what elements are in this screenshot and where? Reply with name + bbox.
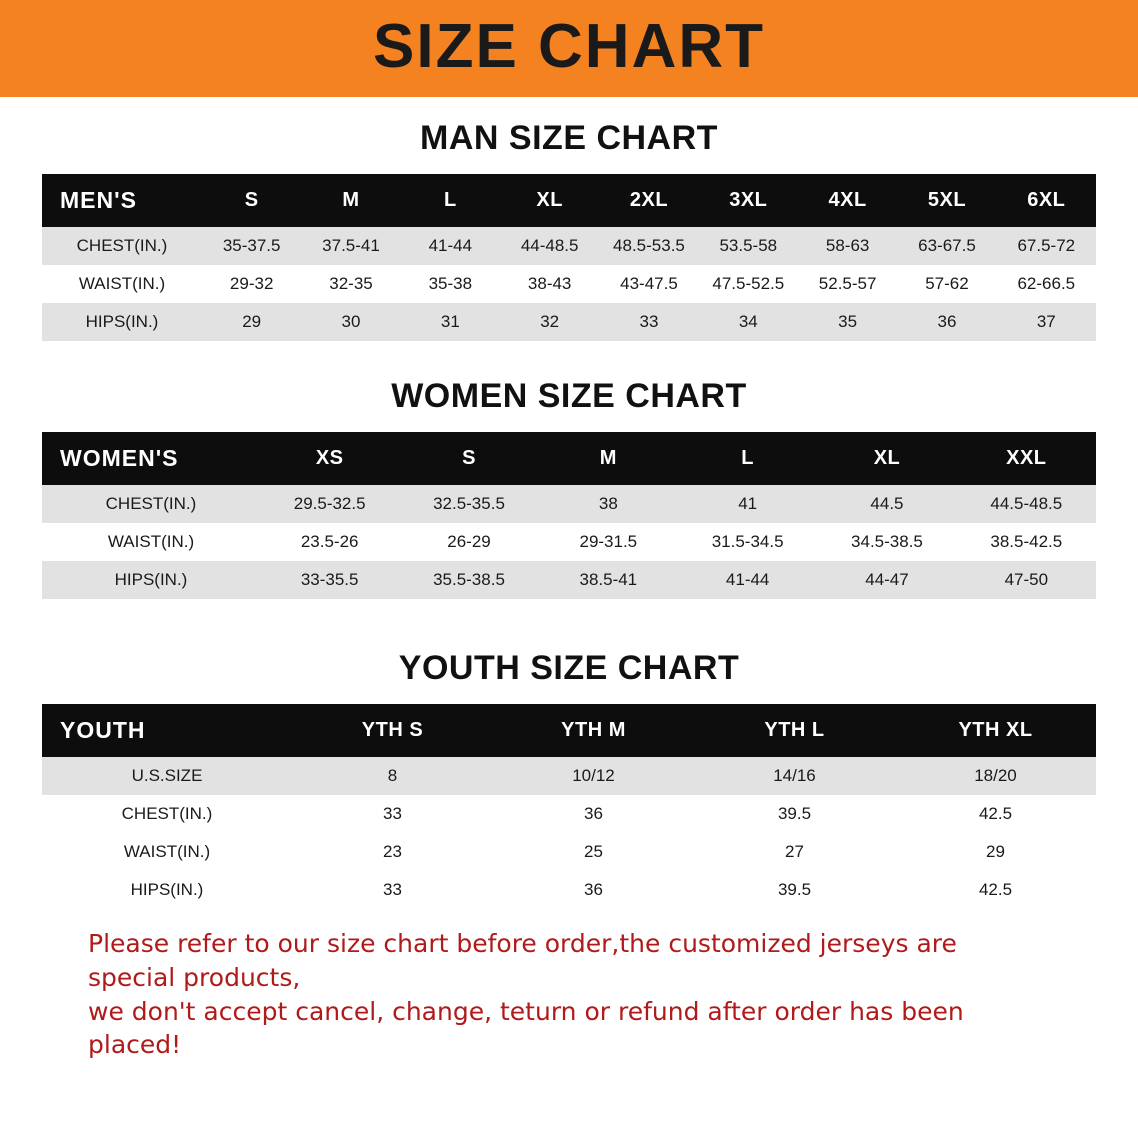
women-size-table [42, 432, 1096, 599]
youth-cell: 39.5 [694, 871, 895, 909]
notice-line-2: we don't accept cancel, change, teturn or refund after order has been placed! [88, 996, 964, 1060]
youth-cell: 23 [292, 833, 493, 871]
youth-cell: 8 [292, 757, 493, 795]
men-cell: 44-48.5 [500, 227, 599, 265]
youth-cell: 10/12 [493, 757, 694, 795]
youth-row-label: HIPS(IN.) [42, 871, 292, 909]
women-cell: 44.5-48.5 [957, 485, 1096, 523]
women-cell: 33-35.5 [260, 561, 399, 599]
table-row [42, 485, 1096, 523]
women-cell: 44-47 [817, 561, 956, 599]
men-size-table [42, 174, 1096, 341]
men-cell: 29 [202, 303, 301, 341]
men-column-header: 2XL [599, 174, 698, 227]
youth-cell: 29 [895, 833, 1096, 871]
women-cell: 38.5-41 [539, 561, 678, 599]
women-row-label-header: WOMEN'S [42, 432, 260, 485]
men-cell: 35 [798, 303, 897, 341]
youth-row-label: U.S.SIZE [42, 757, 292, 795]
women-column-header: XL [817, 432, 956, 485]
women-column-header: XXL [957, 432, 1096, 485]
notice-line-1: Please refer to our size chart before order,the customized jerseys are special products, [88, 929, 957, 992]
youth-column-header: YTH M [493, 704, 694, 757]
men-cell: 37.5-41 [301, 227, 400, 265]
men-cell: 32 [500, 303, 599, 341]
youth-row-label-header: YOUTH [42, 704, 292, 757]
men-cell: 47.5-52.5 [699, 265, 798, 303]
men-row-label: CHEST(IN.) [42, 227, 202, 265]
banner [0, 0, 1138, 97]
men-column-header: 6XL [997, 174, 1096, 227]
youth-cell: 27 [694, 833, 895, 871]
youth-row-label: WAIST(IN.) [42, 833, 292, 871]
women-column-header: L [678, 432, 817, 485]
table-row [42, 227, 1096, 265]
men-cell: 31 [401, 303, 500, 341]
youth-cell: 33 [292, 795, 493, 833]
men-column-header: 4XL [798, 174, 897, 227]
youth-row-label: CHEST(IN.) [42, 795, 292, 833]
men-cell: 38-43 [500, 265, 599, 303]
women-cell: 32.5-35.5 [399, 485, 538, 523]
men-cell: 63-67.5 [897, 227, 996, 265]
women-section-title: WOMEN SIZE CHART [391, 377, 747, 415]
women-table-header-row [42, 432, 1096, 485]
women-cell: 29-31.5 [539, 523, 678, 561]
table-row [42, 871, 1096, 909]
women-cell: 23.5-26 [260, 523, 399, 561]
men-cell: 33 [599, 303, 698, 341]
table-row [42, 757, 1096, 795]
men-cell: 58-63 [798, 227, 897, 265]
women-cell: 38 [539, 485, 678, 523]
women-cell: 41-44 [678, 561, 817, 599]
table-row [42, 523, 1096, 561]
men-cell: 43-47.5 [599, 265, 698, 303]
men-cell: 30 [301, 303, 400, 341]
men-cell: 37 [997, 303, 1096, 341]
men-cell: 41-44 [401, 227, 500, 265]
youth-column-header: YTH L [694, 704, 895, 757]
men-row-label-header: MEN'S [42, 174, 202, 227]
women-row-label: HIPS(IN.) [42, 561, 260, 599]
page-content [0, 119, 1138, 1062]
youth-cell: 36 [493, 795, 694, 833]
men-row-label: WAIST(IN.) [42, 265, 202, 303]
women-column-header: M [539, 432, 678, 485]
men-cell: 32-35 [301, 265, 400, 303]
table-row [42, 833, 1096, 871]
notice-text [88, 927, 1050, 1062]
men-cell: 67.5-72 [997, 227, 1096, 265]
women-row-label: WAIST(IN.) [42, 523, 260, 561]
youth-cell: 42.5 [895, 871, 1096, 909]
youth-cell: 42.5 [895, 795, 1096, 833]
youth-cell: 14/16 [694, 757, 895, 795]
men-column-header: L [401, 174, 500, 227]
women-cell: 44.5 [817, 485, 956, 523]
women-cell: 38.5-42.5 [957, 523, 1096, 561]
men-column-header: S [202, 174, 301, 227]
youth-column-header: YTH XL [895, 704, 1096, 757]
table-row [42, 303, 1096, 341]
table-row [42, 561, 1096, 599]
youth-size-table [42, 704, 1096, 909]
women-cell: 34.5-38.5 [817, 523, 956, 561]
page-title: SIZE CHART [373, 11, 765, 81]
youth-cell: 39.5 [694, 795, 895, 833]
men-cell: 29-32 [202, 265, 301, 303]
men-column-header: 3XL [699, 174, 798, 227]
women-cell: 35.5-38.5 [399, 561, 538, 599]
men-cell: 57-62 [897, 265, 996, 303]
youth-column-header: YTH S [292, 704, 493, 757]
women-cell: 47-50 [957, 561, 1096, 599]
men-cell: 34 [699, 303, 798, 341]
men-cell: 48.5-53.5 [599, 227, 698, 265]
women-cell: 41 [678, 485, 817, 523]
men-row-label: HIPS(IN.) [42, 303, 202, 341]
men-section-title: MAN SIZE CHART [420, 119, 718, 157]
women-column-header: XS [260, 432, 399, 485]
youth-table-header-row [42, 704, 1096, 757]
men-column-header: M [301, 174, 400, 227]
youth-cell: 36 [493, 871, 694, 909]
men-column-header: 5XL [897, 174, 996, 227]
men-cell: 35-38 [401, 265, 500, 303]
men-cell: 35-37.5 [202, 227, 301, 265]
youth-cell: 25 [493, 833, 694, 871]
men-cell: 53.5-58 [699, 227, 798, 265]
women-column-header: S [399, 432, 538, 485]
men-table-header-row [42, 174, 1096, 227]
women-cell: 31.5-34.5 [678, 523, 817, 561]
youth-cell: 18/20 [895, 757, 1096, 795]
youth-cell: 33 [292, 871, 493, 909]
women-cell: 26-29 [399, 523, 538, 561]
table-row [42, 795, 1096, 833]
men-cell: 36 [897, 303, 996, 341]
women-cell: 29.5-32.5 [260, 485, 399, 523]
table-row [42, 265, 1096, 303]
men-cell: 62-66.5 [997, 265, 1096, 303]
youth-section-title: YOUTH SIZE CHART [398, 649, 740, 687]
women-row-label: CHEST(IN.) [42, 485, 260, 523]
men-cell: 52.5-57 [798, 265, 897, 303]
men-column-header: XL [500, 174, 599, 227]
